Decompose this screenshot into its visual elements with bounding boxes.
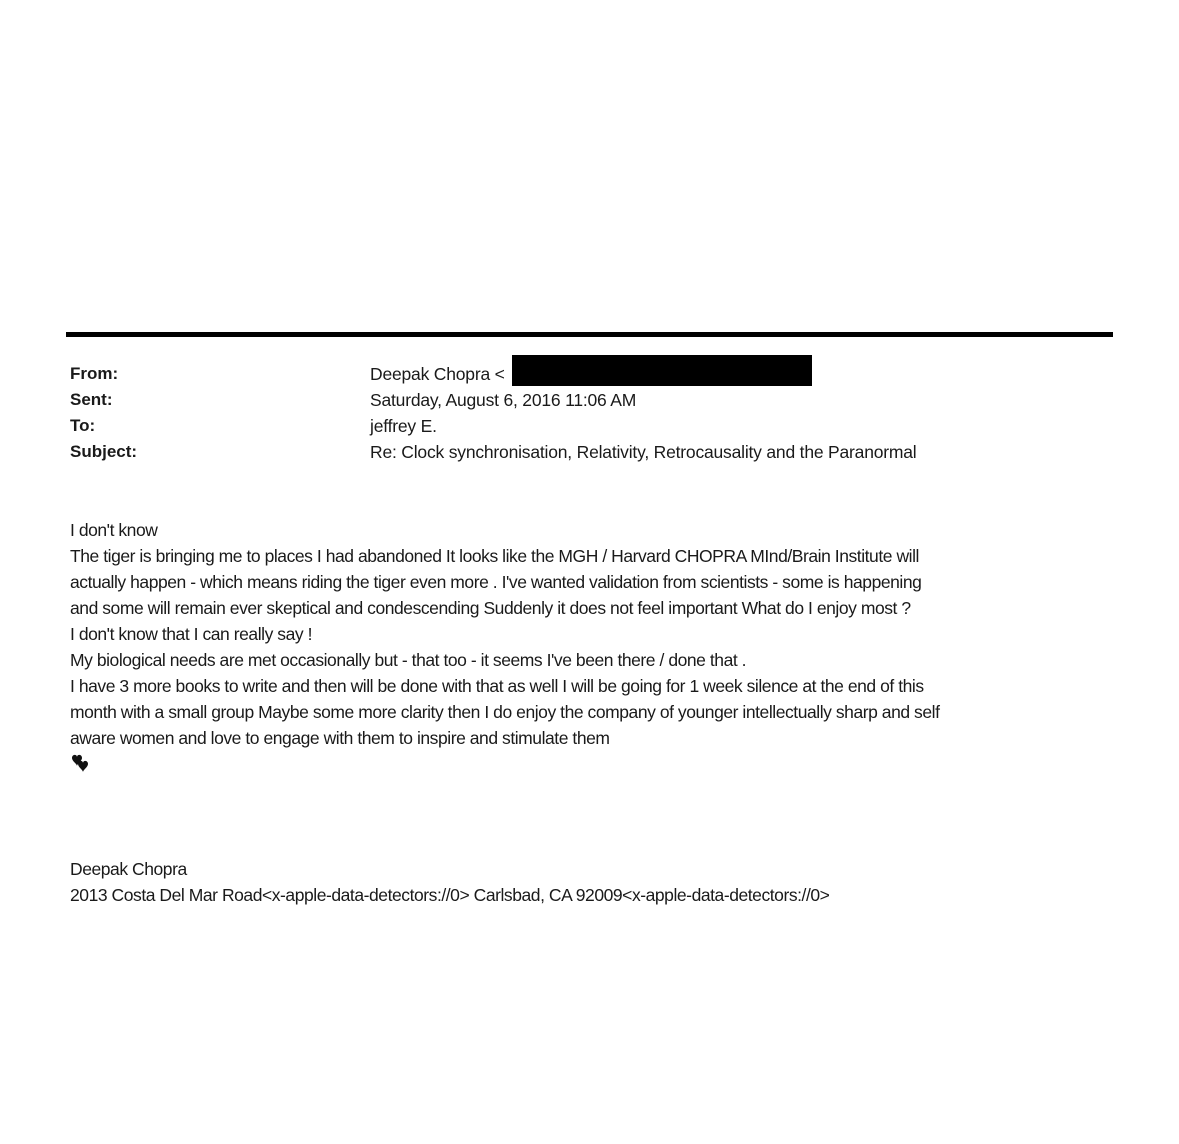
from-value: Deepak Chopra <	[370, 364, 505, 384]
sent-label: Sent:	[70, 390, 113, 409]
from-label: From:	[70, 364, 119, 383]
subject-value: Re: Clock synchronisation, Relativity, Retrocausality and the Paranormal	[370, 442, 917, 462]
body-line: aware women and love to engage with them to inspire and stimulate them	[70, 728, 610, 748]
body-line: and some will remain ever skeptical and condescending Suddenly it does not feel important What do I enjoy most ?	[70, 598, 911, 618]
redaction-box	[512, 355, 812, 386]
body-line: actually happen - which means riding the tiger even more . I've wanted validation from scientists - some is happening	[70, 572, 922, 592]
body-line: I have 3 more books to write and then will be done with that as well I will be going for 1 week silence at the end of this	[70, 676, 924, 696]
body-line: The tiger is bringing me to places I had abandoned It looks like the MGH / Harvard CHOPRA MInd/Brain Institute will	[70, 546, 919, 566]
header-divider	[66, 332, 1113, 337]
body-line: I don't know	[70, 520, 158, 540]
sent-value: Saturday, August 6, 2016 11:06 AM	[370, 390, 637, 410]
hearts-icon	[68, 752, 94, 776]
to-label: To:	[70, 416, 96, 435]
body-line: I don't know that I can really say !	[70, 624, 312, 644]
body-line: month with a small group Maybe some more clarity then I do enjoy the company of younger intellectually sharp and self	[70, 702, 940, 722]
body-line: My biological needs are met occasionally but - that too - it seems I've been there / done that .	[70, 650, 747, 670]
signature-address: 2013 Costa Del Mar Road<x-apple-data-detectors://0> Carlsbad, CA 92009<x-apple-data-detectors://0>	[70, 885, 830, 905]
signature-name: Deepak Chopra	[70, 859, 187, 879]
subject-label: Subject:	[70, 442, 138, 461]
to-value: jeffrey E.	[370, 416, 437, 436]
